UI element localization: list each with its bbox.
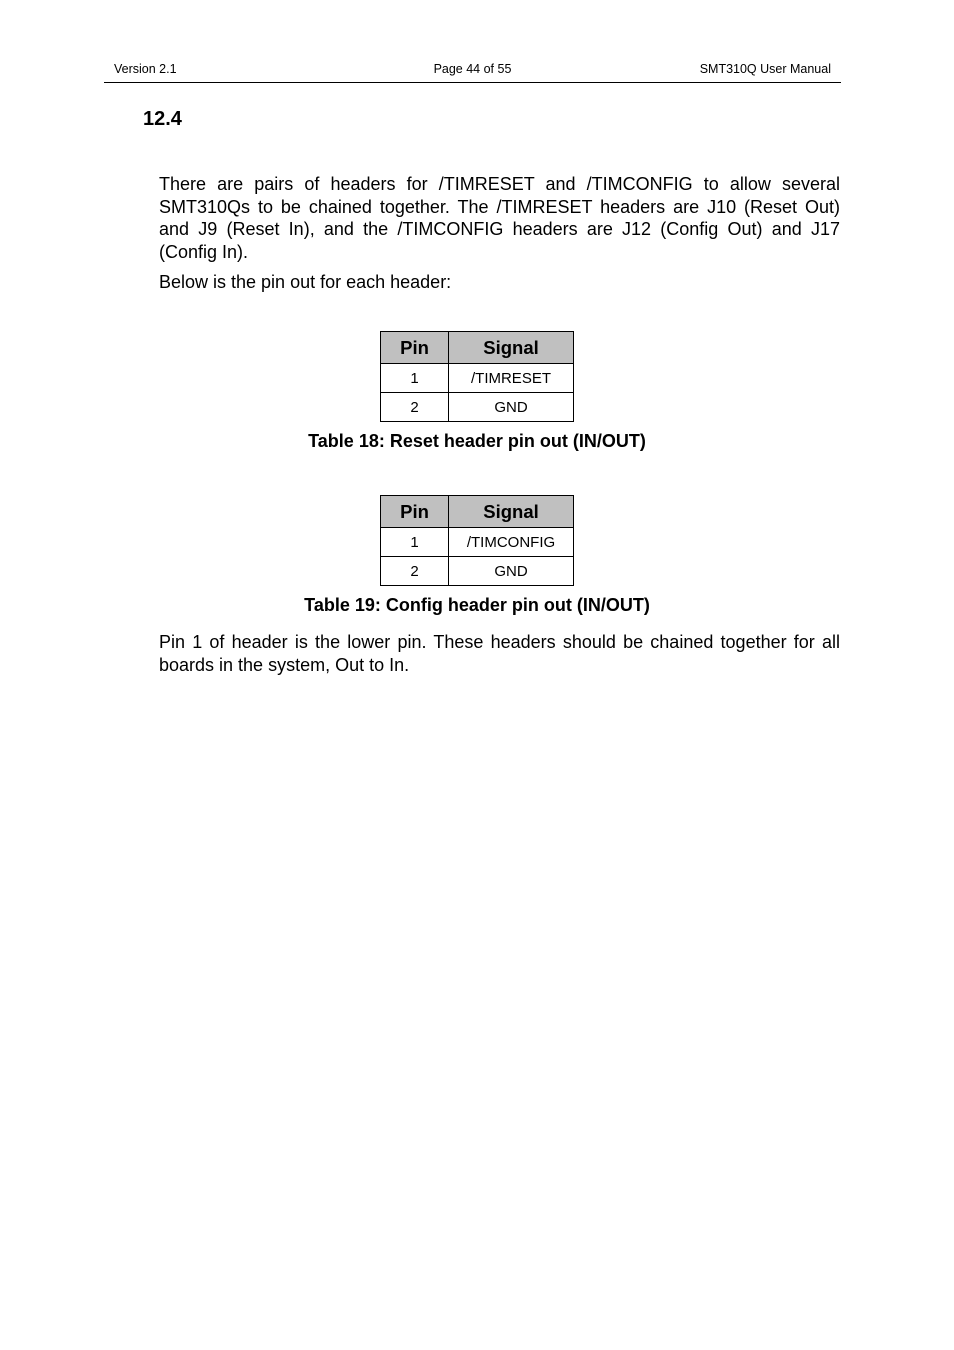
page-number: Page 44 of 55 bbox=[433, 62, 512, 76]
table-row bbox=[381, 364, 574, 393]
table-header-row bbox=[381, 332, 574, 364]
table-row bbox=[381, 557, 574, 586]
table-row bbox=[381, 528, 574, 557]
column-header-signal: Signal bbox=[449, 332, 574, 364]
pinout-intro-paragraph: Below is the pin out for each header: bbox=[159, 272, 452, 292]
version-label: Version 2.1 bbox=[114, 62, 177, 76]
table-cell-pin: 2 bbox=[381, 557, 449, 586]
closing-paragraph: Pin 1 of header is the lower pin. These headers should be chained together for all boards in the system, Out to In. bbox=[159, 632, 840, 675]
table-cell-signal: /TIMCONFIG bbox=[449, 528, 574, 557]
config-header-table bbox=[380, 495, 574, 586]
column-header-signal: Signal bbox=[449, 496, 574, 528]
section-heading: 12.4 bbox=[143, 108, 182, 130]
table-cell-signal: GND bbox=[449, 557, 574, 586]
table-cell-pin: 1 bbox=[381, 528, 449, 557]
table-header-row bbox=[381, 496, 574, 528]
table-cell-pin: 1 bbox=[381, 364, 449, 393]
table-caption-reset: Table 18: Reset header pin out (IN/OUT) bbox=[308, 431, 646, 451]
table-cell-pin: 2 bbox=[381, 393, 449, 422]
column-header-pin: Pin bbox=[381, 332, 449, 364]
reset-header-table bbox=[380, 331, 574, 422]
intro-paragraph: There are pairs of headers for /TIMRESET and /TIMCONFIG to allow several SMT310Qs to be chained together. The /TIMRESET headers are J10 (Reset Out) and J9 (Reset In), and the /TIMCONFIG headers are J12 (Config Out) and J17 (Config In). bbox=[159, 174, 840, 262]
page-header bbox=[104, 62, 841, 83]
table-row bbox=[381, 393, 574, 422]
column-header-pin: Pin bbox=[381, 496, 449, 528]
manual-title: SMT310Q User Manual bbox=[699, 62, 831, 76]
table-cell-signal: /TIMRESET bbox=[449, 364, 574, 393]
table-cell-signal: GND bbox=[449, 393, 574, 422]
table-caption-config: Table 19: Config header pin out (IN/OUT) bbox=[304, 595, 650, 615]
